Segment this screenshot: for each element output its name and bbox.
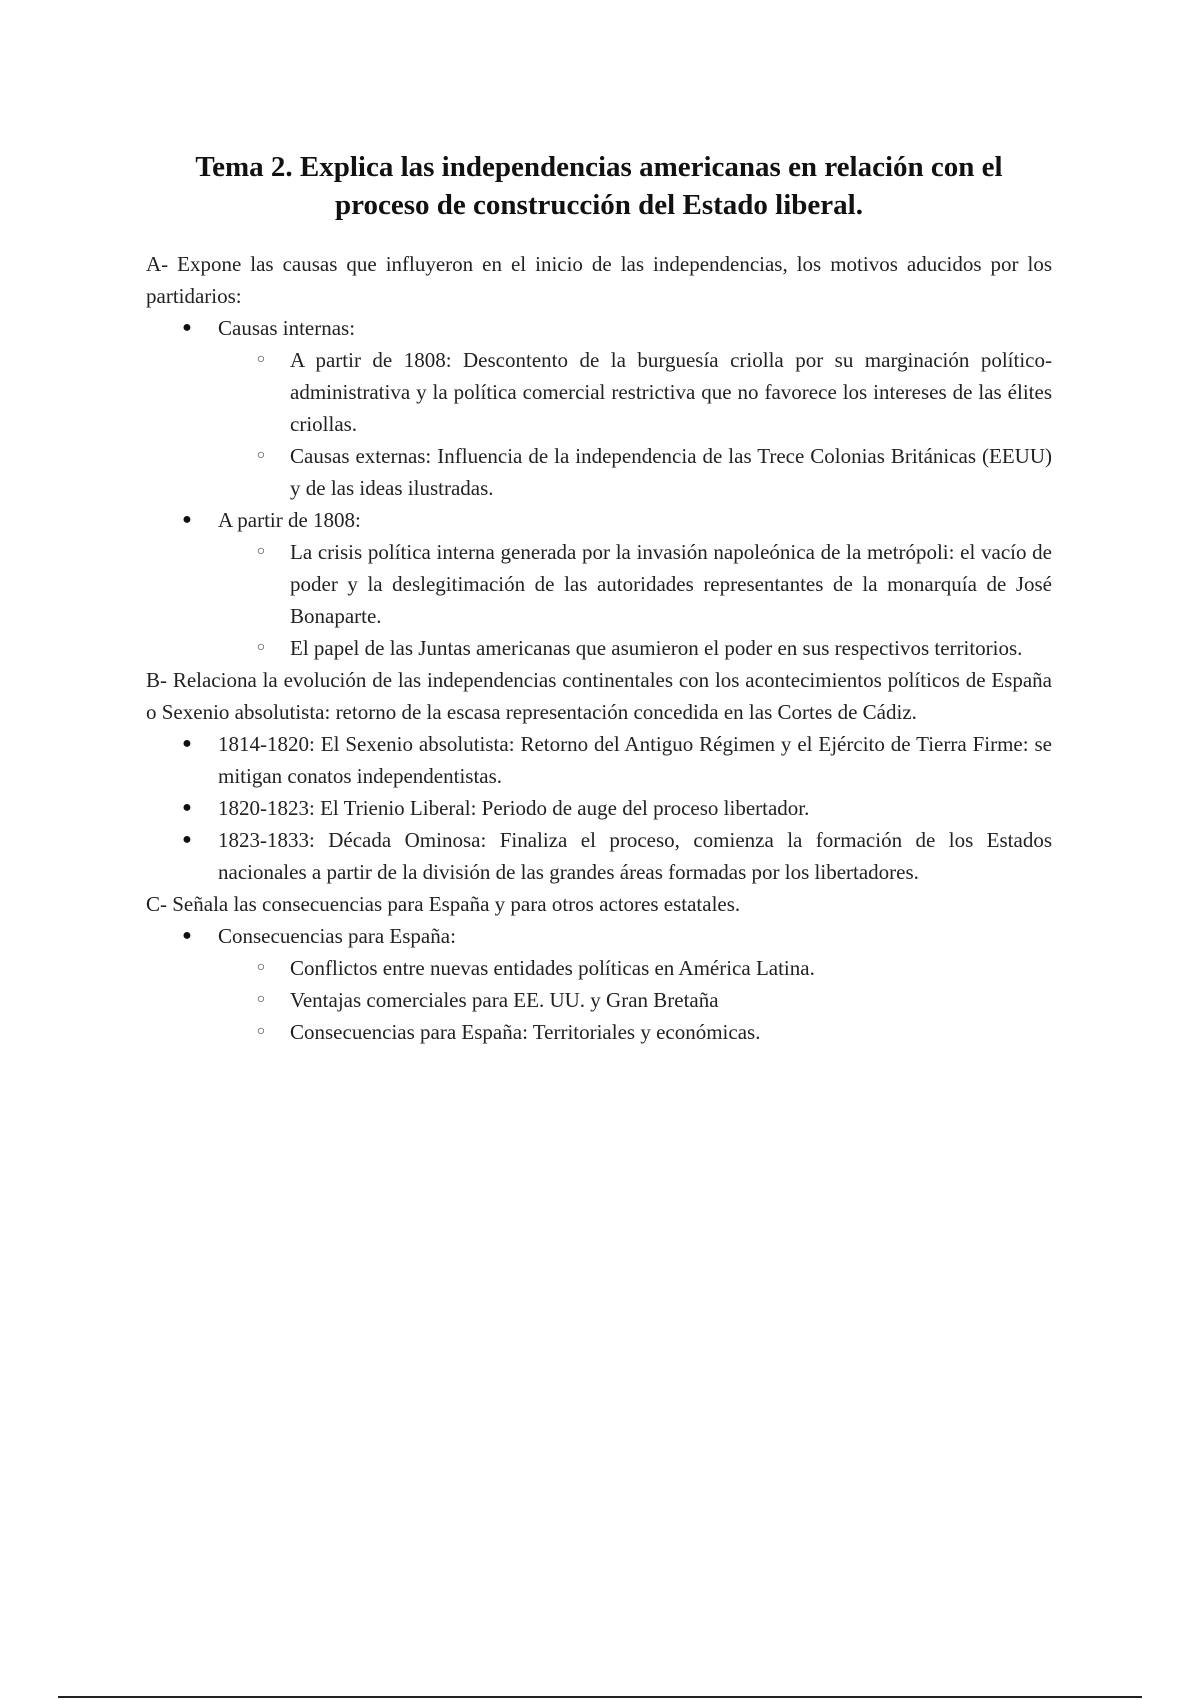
sub-list-item-text: La crisis política interna generada por la invasión napoleónica de la metrópoli: el vacío de poder y la deslegitimación de las autoridades representantes de la monarquía de José Bonaparte.: [290, 540, 1052, 628]
list-item-text: 1814-1820: El Sexenio absolutista: Retorno del Antiguo Régimen y el Ejército de Tierra Firme: se mitigan conatos independentistas.: [218, 732, 1052, 788]
hollow-bullet-icon: ○: [256, 448, 266, 463]
list-item: [182, 728, 1052, 792]
section-c-list: [146, 920, 1052, 1048]
filled-bullet-icon: ●: [182, 799, 192, 816]
footer-divider: [58, 1696, 1142, 1698]
list-item: [182, 312, 1052, 504]
list-item: [182, 824, 1052, 888]
section-c-intro: C- Señala las consecuencias para España y para otros actores estatales.: [146, 892, 741, 916]
list-item: [182, 504, 1052, 664]
hollow-bullet-icon: ○: [256, 960, 266, 975]
hollow-bullet-icon: ○: [256, 1024, 266, 1039]
sub-list-item: [256, 952, 1052, 984]
filled-bullet-icon: ●: [182, 735, 192, 752]
filled-bullet-icon: ●: [182, 319, 192, 336]
sub-list: [218, 344, 1052, 504]
hollow-bullet-icon: ○: [256, 352, 266, 367]
list-item-text: Causas internas:: [218, 316, 356, 340]
list-item-text: 1820-1823: El Trienio Liberal: Periodo de auge del proceso libertador.: [218, 796, 810, 820]
sub-list-item: [256, 1016, 1052, 1048]
sub-list: [218, 952, 1052, 1048]
hollow-bullet-icon: ○: [256, 544, 266, 559]
sub-list-item-text: Causas externas: Influencia de la independencia de las Trece Colonias Británicas (EEUU) y de las ideas ilustradas.: [290, 444, 1052, 500]
page-title: Tema 2. Explica las independencias americanas en relación con el proceso de construcción del Estado liberal.: [195, 151, 1003, 221]
list-item-text: 1823-1833: Década Ominosa: Finaliza el proceso, comienza la formación de los Estados nacionales a partir de la división de las grandes áreas formadas por los libertadores.: [218, 828, 1052, 884]
section-b-list: [146, 728, 1052, 888]
sub-list-item: [256, 440, 1052, 504]
section-b-intro: B- Relaciona la evolución de las independencias continentales con los acontecimientos políticos de España o Sexenio absolutista: retorno de la escasa representación concedida en las Cortes de Cádiz.: [146, 668, 1052, 724]
filled-bullet-icon: ●: [182, 831, 192, 848]
sub-list: [218, 536, 1052, 664]
sub-list-item: [256, 984, 1052, 1016]
sub-list-item-text: El papel de las Juntas americanas que asumieron el poder en sus respectivos territorios.: [290, 636, 1023, 660]
sub-list-item: [256, 344, 1052, 440]
list-item-text: Consecuencias para España:: [218, 924, 456, 948]
list-item: [182, 920, 1052, 1048]
sub-list-item-text: Ventajas comerciales para EE. UU. y Gran Bretaña: [290, 988, 719, 1012]
hollow-bullet-icon: ○: [256, 992, 266, 1007]
filled-bullet-icon: ●: [182, 511, 192, 528]
filled-bullet-icon: ●: [182, 927, 192, 944]
sub-list-item-text: Consecuencias para España: Territoriales y económicas.: [290, 1020, 761, 1044]
sub-list-item: [256, 632, 1052, 664]
sub-list-item-text: Conflictos entre nuevas entidades políticas en América Latina.: [290, 956, 815, 980]
hollow-bullet-icon: ○: [256, 640, 266, 655]
section-a-intro: A- Expone las causas que influyeron en el inicio de las independencias, los motivos aducidos por los partidarios:: [146, 252, 1052, 308]
document-page: [146, 148, 1052, 1048]
list-item-text: A partir de 1808:: [218, 508, 361, 532]
sub-list-item: [256, 536, 1052, 632]
sub-list-item-text: A partir de 1808: Descontento de la burguesía criolla por su marginación político-administrativa y la política comercial restrictiva que no favorece los intereses de las élites criollas.: [290, 348, 1052, 436]
list-item: [182, 792, 1052, 824]
section-a-list: [146, 312, 1052, 664]
